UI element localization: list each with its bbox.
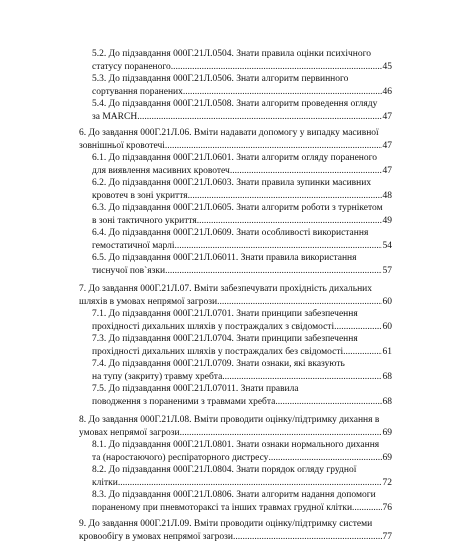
toc-entry-text: 8.3. До підзавдання 000Г.21Л.0806. Знати алгоритм надання допомоги (92, 490, 376, 500)
toc-entry-5-2[interactable] (92, 48, 392, 73)
dot-leader (230, 165, 382, 178)
page-number: 68 (382, 371, 392, 382)
page-number: 77 (382, 531, 392, 542)
toc-entry-text: 9. До завдання 000Г.21Л.09. Вміти проводити оцінку/підтримку системи (79, 519, 373, 529)
page-number: 60 (382, 321, 392, 332)
toc-entry-text: 5.4. До підзавдання 000Г.21Л.0508. Знати алгоритм проведення огляду (92, 99, 378, 109)
dot-leader (137, 111, 381, 124)
dot-leader (174, 240, 381, 253)
toc-entry-text: зовнішньої кровотечі (79, 140, 165, 151)
toc-entry-5-3[interactable] (92, 73, 392, 98)
toc-entry-7-1[interactable] (92, 308, 392, 333)
toc-entry-text: пораненому при пневмотораксі та інших травмах грудної клітки (92, 502, 353, 513)
toc-entry-text: 8. До завдання 000Г.21Л.08. Вміти проводити оцінку/підтримку дихання в (79, 415, 380, 425)
dot-leader (197, 215, 382, 228)
toc-entry-text: статусу пораненого (92, 61, 171, 72)
page-number: 57 (382, 265, 392, 276)
page-number: 54 (382, 240, 392, 251)
dot-leader (183, 86, 382, 99)
toc-entry-6-4[interactable] (92, 227, 392, 252)
toc-entry-8[interactable] (79, 414, 392, 439)
toc-entry-7-5[interactable] (92, 383, 392, 408)
toc-entry-text: 6. До завдання 000Г.21Л.06. Вміти надавати допомогу у випадку масивної (79, 128, 379, 138)
toc-entry-text: кровообігу в умовах непрямої загрози (79, 531, 233, 542)
toc-entry-8-3[interactable] (92, 489, 392, 514)
toc-entry-text: кровотеч в зоні укриття (92, 190, 188, 201)
toc-entry-6[interactable] (79, 127, 392, 152)
dot-leader (268, 452, 381, 465)
toc-entry-7-3[interactable] (92, 333, 392, 358)
page-number: 76 (382, 502, 392, 513)
toc-entry-text: поводження з пораненими з травмами хребта (92, 396, 276, 407)
toc-entry-7-4[interactable] (92, 358, 392, 383)
dot-leader (334, 321, 381, 334)
page-number: 61 (382, 346, 392, 357)
toc-entry-text: гемостатичної марлі (92, 240, 175, 251)
toc-entry-text: тиснучої пов`язки (92, 265, 166, 276)
toc-entry-text: 6.3. До підзавдання 000Г.21Л.0605. Знати алгоритм роботи з турнікетом (92, 203, 383, 213)
page-number: 69 (382, 427, 392, 438)
toc-entry-text: 7.4. До підзавдання 000Г.21Л.0709. Знати ознаки, які вказують (92, 359, 345, 369)
toc-entry-text: умовах непрямої загрози (79, 427, 180, 438)
dot-leader (222, 371, 381, 384)
toc-entry-6-3[interactable] (92, 202, 392, 227)
toc-entry-5-4[interactable] (92, 98, 392, 123)
dot-leader (118, 477, 382, 490)
page-number: 48 (382, 190, 392, 201)
dot-leader (352, 502, 381, 515)
page-number: 47 (382, 140, 392, 151)
page-number: 45 (382, 61, 392, 72)
toc-entry-text: 7.3. До підзавдання 000Г.21Л.0704. Знати принципи забезпечення (92, 334, 358, 344)
toc-entry-text: та (наростаючого) респіраторного дистресу (92, 452, 269, 463)
toc-entry-text: 6.2. До підзавдання 000Г.21Л.0603. Знати правила зупинки масивних (92, 178, 372, 188)
page-number: 47 (382, 111, 392, 122)
toc-entry-text: клітки (92, 477, 118, 488)
toc-entry-text: 7.5. До підзавдання 000Г.21Л.07011. Знати правила (92, 384, 299, 394)
toc-entry-text: за MARCH (92, 111, 138, 122)
toc-entry-text: сортування поранених (92, 86, 183, 97)
toc-entry-text: 8.2. До підзавдання 000Г.21Л.0804. Знати порядок огляду грудної (92, 465, 357, 475)
dot-leader (233, 531, 382, 544)
toc-entry-text: 7. До завдання 000Г.21Л.07. Вміти забезпечувати прохідність дихальних (79, 284, 372, 294)
toc-entry-6-5[interactable] (92, 252, 392, 277)
toc-entry-9[interactable] (79, 518, 392, 543)
toc-entry-text: в зоні тактичного укриття (92, 215, 197, 226)
toc-entry-text: 5.2. До підзавдання 000Г.21Л.0504. Знати правила оцінки психічного (92, 49, 372, 59)
page-number: 68 (382, 396, 392, 407)
dot-leader (275, 396, 381, 409)
toc-entry-8-1[interactable] (92, 439, 392, 464)
toc-entry-text: на тупу (закриту) травму хребта (92, 371, 223, 382)
toc-entry-text: 5.3. До підзавдання 000Г.21Л.0506. Знати алгоритм первинного (92, 74, 349, 84)
page-number: 60 (382, 296, 392, 307)
toc-entry-text: 6.4. До підзавдання 000Г.21Л.0609. Знати особливості використання (92, 228, 369, 238)
toc-entry-6-1[interactable] (92, 152, 392, 177)
dot-leader (217, 296, 381, 309)
dot-leader (180, 427, 382, 440)
dot-leader (171, 61, 382, 74)
toc-entry-text: для виявлення масивних кровотеч (92, 165, 230, 176)
page-number: 69 (382, 452, 392, 463)
toc-entry-text: шляхів в умовах непрямої загрози (79, 296, 218, 307)
page-number: 49 (382, 215, 392, 226)
page-number: 72 (382, 477, 392, 488)
page-number: 47 (382, 165, 392, 176)
dot-leader (188, 190, 382, 203)
toc-entry-6-2[interactable] (92, 177, 392, 202)
toc-entry-8-2[interactable] (92, 464, 392, 489)
toc-entry-text: 6.5. До підзавдання 000Г.21Л.06011. Знати правила використання (92, 253, 357, 263)
toc-entry-7[interactable] (79, 283, 392, 308)
toc-entry-text: прохідності дихальних шляхів у постраждалих без свідомості (92, 346, 344, 357)
dot-leader (165, 140, 382, 153)
toc-entry-text: 7.1. До підзавдання 000Г.21Л.0701. Знати принципи забезпечення (92, 309, 358, 319)
dot-leader (343, 346, 381, 359)
page-number: 46 (382, 86, 392, 97)
dot-leader (165, 265, 381, 278)
toc-entry-text: 6.1. До підзавдання 000Г.21Л.0601. Знати алгоритм огляду пораненого (92, 153, 378, 163)
toc-entry-text: 8.1. До підзавдання 000Г.21Л.0801. Знати ознаки нормального дихання (92, 440, 380, 450)
toc-entry-text: прохідності дихальних шляхів у постраждалих з свідомості (92, 321, 335, 332)
